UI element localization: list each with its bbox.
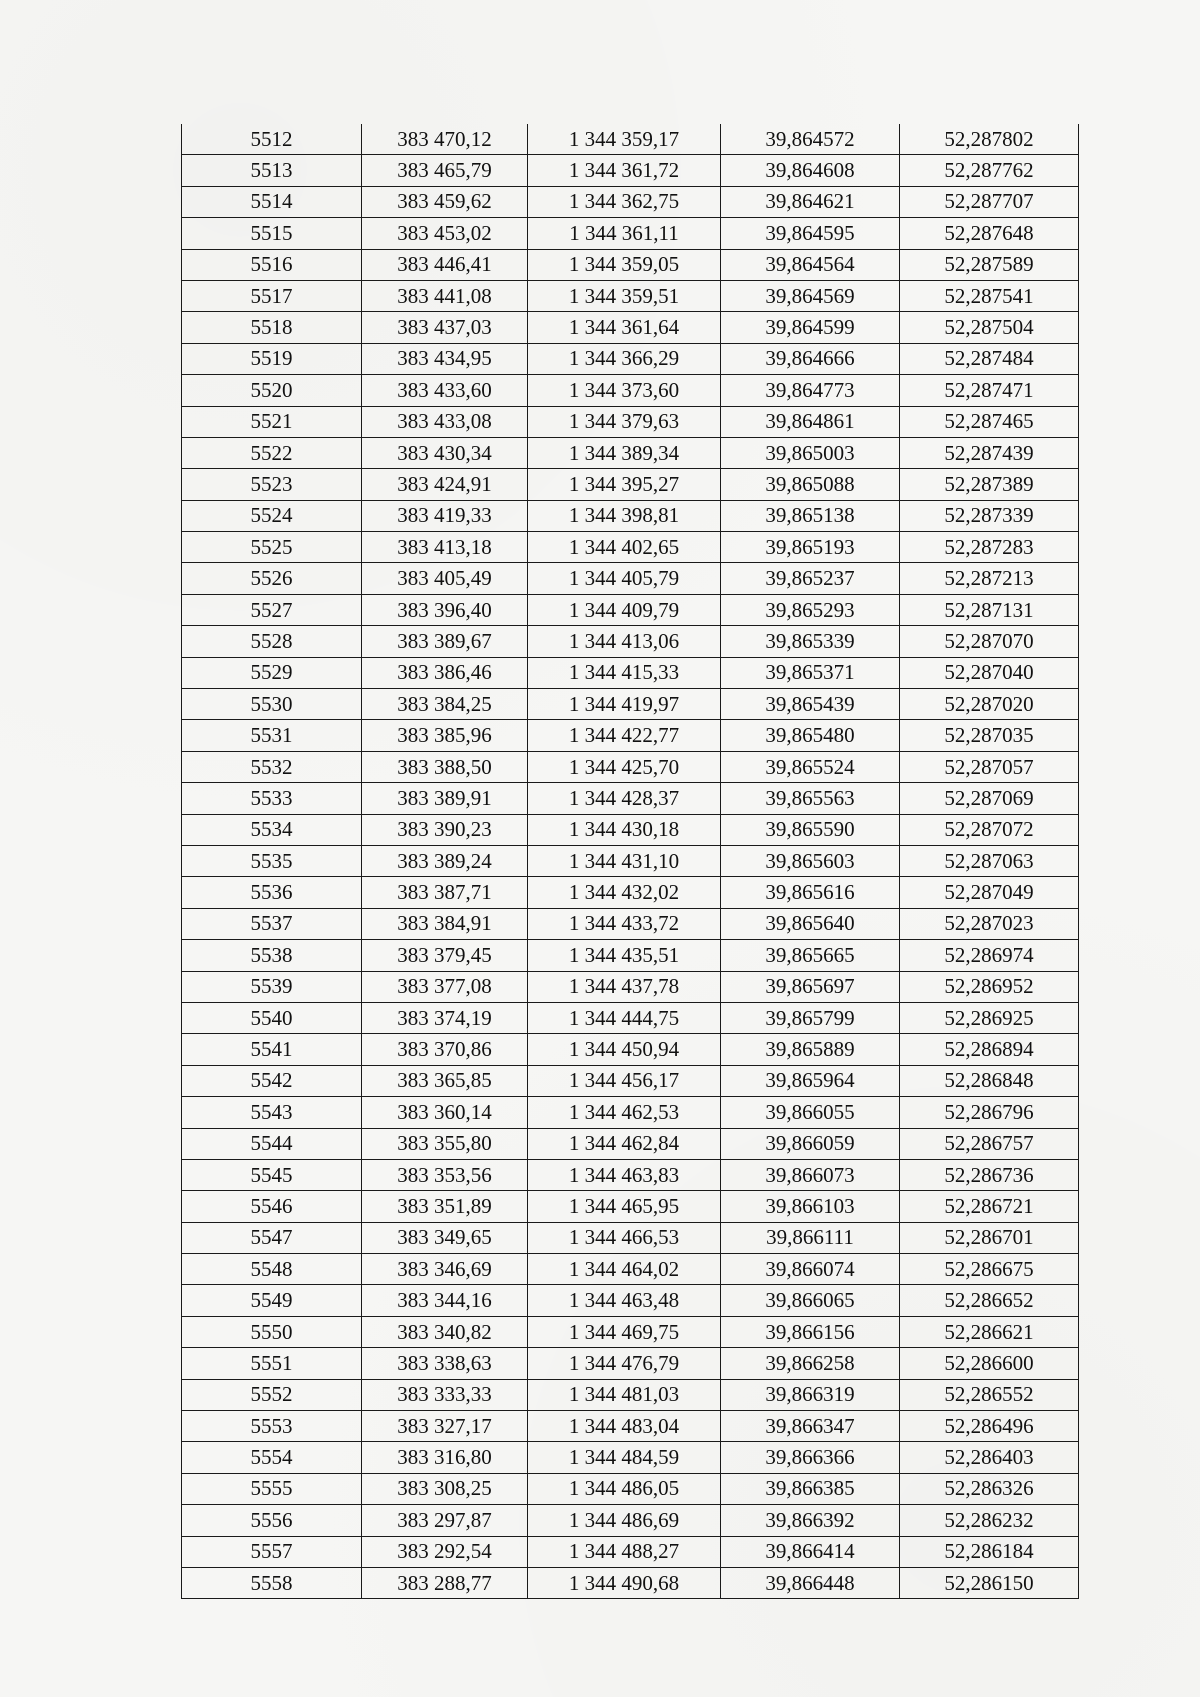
table-row — [182, 563, 1079, 594]
y-coordinate-cell: 1 344 415,33 — [528, 657, 721, 688]
longitude-cell: 39,865524 — [721, 751, 900, 782]
y-coordinate-cell: 1 344 463,48 — [528, 1285, 721, 1316]
point-number-cell: 5548 — [182, 1254, 362, 1285]
y-coordinate-cell: 1 344 463,83 — [528, 1159, 721, 1190]
point-number-cell: 5529 — [182, 657, 362, 688]
x-coordinate-cell: 383 365,85 — [362, 1065, 528, 1096]
point-number-cell: 5518 — [182, 312, 362, 343]
point-number-cell: 5533 — [182, 783, 362, 814]
latitude-cell: 52,286552 — [900, 1379, 1079, 1410]
point-number-cell: 5547 — [182, 1222, 362, 1253]
table-row — [182, 940, 1079, 971]
y-coordinate-cell: 1 344 379,63 — [528, 406, 721, 437]
latitude-cell: 52,287465 — [900, 406, 1079, 437]
table-row — [182, 1473, 1079, 1504]
point-number-cell: 5531 — [182, 720, 362, 751]
y-coordinate-cell: 1 344 362,75 — [528, 186, 721, 217]
latitude-cell: 52,287707 — [900, 186, 1079, 217]
point-number-cell: 5521 — [182, 406, 362, 437]
longitude-cell: 39,864564 — [721, 249, 900, 280]
point-number-cell: 5528 — [182, 626, 362, 657]
table-row — [182, 1222, 1079, 1253]
point-number-cell: 5522 — [182, 437, 362, 468]
point-number-cell: 5545 — [182, 1159, 362, 1190]
longitude-cell: 39,865590 — [721, 814, 900, 845]
point-number-cell: 5538 — [182, 940, 362, 971]
table-row — [182, 1065, 1079, 1096]
y-coordinate-cell: 1 344 405,79 — [528, 563, 721, 594]
table-row — [182, 814, 1079, 845]
y-coordinate-cell: 1 344 395,27 — [528, 469, 721, 500]
longitude-cell: 39,865138 — [721, 500, 900, 531]
latitude-cell: 52,286952 — [900, 971, 1079, 1002]
point-number-cell: 5544 — [182, 1128, 362, 1159]
table-row — [182, 626, 1079, 657]
table-row — [182, 1097, 1079, 1128]
latitude-cell: 52,286675 — [900, 1254, 1079, 1285]
longitude-cell: 39,866319 — [721, 1379, 900, 1410]
point-number-cell: 5517 — [182, 280, 362, 311]
table-row — [182, 877, 1079, 908]
latitude-cell: 52,286894 — [900, 1034, 1079, 1065]
y-coordinate-cell: 1 344 490,68 — [528, 1567, 721, 1598]
longitude-cell: 39,866448 — [721, 1567, 900, 1598]
table-row — [182, 186, 1079, 217]
latitude-cell: 52,286848 — [900, 1065, 1079, 1096]
table-row — [182, 1128, 1079, 1159]
table-row — [182, 280, 1079, 311]
table-row — [182, 375, 1079, 406]
point-number-cell: 5539 — [182, 971, 362, 1002]
table-row — [182, 1411, 1079, 1442]
table-row — [182, 249, 1079, 280]
latitude-cell: 52,287020 — [900, 689, 1079, 720]
x-coordinate-cell: 383 470,12 — [362, 124, 528, 155]
point-number-cell: 5556 — [182, 1505, 362, 1536]
longitude-cell: 39,864773 — [721, 375, 900, 406]
point-number-cell: 5549 — [182, 1285, 362, 1316]
latitude-cell: 52,287589 — [900, 249, 1079, 280]
point-number-cell: 5541 — [182, 1034, 362, 1065]
latitude-cell: 52,287070 — [900, 626, 1079, 657]
x-coordinate-cell: 383 308,25 — [362, 1473, 528, 1504]
longitude-cell: 39,866366 — [721, 1442, 900, 1473]
x-coordinate-cell: 383 384,25 — [362, 689, 528, 720]
point-number-cell: 5514 — [182, 186, 362, 217]
table-row — [182, 1379, 1079, 1410]
longitude-cell: 39,864599 — [721, 312, 900, 343]
latitude-cell: 52,286925 — [900, 1002, 1079, 1033]
y-coordinate-cell: 1 344 486,05 — [528, 1473, 721, 1504]
table-row — [182, 218, 1079, 249]
longitude-cell: 39,866103 — [721, 1191, 900, 1222]
x-coordinate-cell: 383 292,54 — [362, 1536, 528, 1567]
longitude-cell: 39,866392 — [721, 1505, 900, 1536]
x-coordinate-cell: 383 297,87 — [362, 1505, 528, 1536]
y-coordinate-cell: 1 344 419,97 — [528, 689, 721, 720]
y-coordinate-cell: 1 344 433,72 — [528, 908, 721, 939]
y-coordinate-cell: 1 344 483,04 — [528, 1411, 721, 1442]
point-number-cell: 5558 — [182, 1567, 362, 1598]
longitude-cell: 39,865003 — [721, 437, 900, 468]
x-coordinate-cell: 383 419,33 — [362, 500, 528, 531]
point-number-cell: 5550 — [182, 1316, 362, 1347]
x-coordinate-cell: 383 340,82 — [362, 1316, 528, 1347]
y-coordinate-cell: 1 344 431,10 — [528, 845, 721, 876]
x-coordinate-cell: 383 465,79 — [362, 155, 528, 186]
y-coordinate-cell: 1 344 359,05 — [528, 249, 721, 280]
x-coordinate-cell: 383 333,33 — [362, 1379, 528, 1410]
x-coordinate-cell: 383 389,24 — [362, 845, 528, 876]
longitude-cell: 39,864861 — [721, 406, 900, 437]
y-coordinate-cell: 1 344 486,69 — [528, 1505, 721, 1536]
coordinates-table-body — [182, 124, 1079, 1599]
y-coordinate-cell: 1 344 488,27 — [528, 1536, 721, 1567]
y-coordinate-cell: 1 344 402,65 — [528, 532, 721, 563]
table-row — [182, 594, 1079, 625]
longitude-cell: 39,865603 — [721, 845, 900, 876]
y-coordinate-cell: 1 344 464,02 — [528, 1254, 721, 1285]
longitude-cell: 39,865665 — [721, 940, 900, 971]
longitude-cell: 39,864666 — [721, 343, 900, 374]
point-number-cell: 5513 — [182, 155, 362, 186]
latitude-cell: 52,287213 — [900, 563, 1079, 594]
y-coordinate-cell: 1 344 361,64 — [528, 312, 721, 343]
x-coordinate-cell: 383 387,71 — [362, 877, 528, 908]
latitude-cell: 52,287283 — [900, 532, 1079, 563]
table-row — [182, 437, 1079, 468]
longitude-cell: 39,865439 — [721, 689, 900, 720]
latitude-cell: 52,287471 — [900, 375, 1079, 406]
latitude-cell: 52,286150 — [900, 1567, 1079, 1598]
longitude-cell: 39,866065 — [721, 1285, 900, 1316]
y-coordinate-cell: 1 344 425,70 — [528, 751, 721, 782]
y-coordinate-cell: 1 344 359,17 — [528, 124, 721, 155]
x-coordinate-cell: 383 338,63 — [362, 1348, 528, 1379]
x-coordinate-cell: 383 390,23 — [362, 814, 528, 845]
point-number-cell: 5540 — [182, 1002, 362, 1033]
x-coordinate-cell: 383 413,18 — [362, 532, 528, 563]
table-row — [182, 689, 1079, 720]
latitude-cell: 52,286621 — [900, 1316, 1079, 1347]
table-row — [182, 1442, 1079, 1473]
latitude-cell: 52,287057 — [900, 751, 1079, 782]
y-coordinate-cell: 1 344 361,72 — [528, 155, 721, 186]
table-row — [182, 971, 1079, 1002]
latitude-cell: 52,287339 — [900, 500, 1079, 531]
latitude-cell: 52,286184 — [900, 1536, 1079, 1567]
table-row — [182, 532, 1079, 563]
y-coordinate-cell: 1 344 422,77 — [528, 720, 721, 751]
x-coordinate-cell: 383 384,91 — [362, 908, 528, 939]
x-coordinate-cell: 383 386,46 — [362, 657, 528, 688]
x-coordinate-cell: 383 360,14 — [362, 1097, 528, 1128]
x-coordinate-cell: 383 351,89 — [362, 1191, 528, 1222]
point-number-cell: 5532 — [182, 751, 362, 782]
longitude-cell: 39,866055 — [721, 1097, 900, 1128]
latitude-cell: 52,287131 — [900, 594, 1079, 625]
y-coordinate-cell: 1 344 456,17 — [528, 1065, 721, 1096]
y-coordinate-cell: 1 344 450,94 — [528, 1034, 721, 1065]
x-coordinate-cell: 383 441,08 — [362, 280, 528, 311]
longitude-cell: 39,864569 — [721, 280, 900, 311]
latitude-cell: 52,287063 — [900, 845, 1079, 876]
latitude-cell: 52,286757 — [900, 1128, 1079, 1159]
latitude-cell: 52,287439 — [900, 437, 1079, 468]
point-number-cell: 5536 — [182, 877, 362, 908]
y-coordinate-cell: 1 344 476,79 — [528, 1348, 721, 1379]
longitude-cell: 39,865889 — [721, 1034, 900, 1065]
x-coordinate-cell: 383 430,34 — [362, 437, 528, 468]
point-number-cell: 5519 — [182, 343, 362, 374]
latitude-cell: 52,286600 — [900, 1348, 1079, 1379]
longitude-cell: 39,866347 — [721, 1411, 900, 1442]
x-coordinate-cell: 383 446,41 — [362, 249, 528, 280]
point-number-cell: 5537 — [182, 908, 362, 939]
coordinates-table — [181, 124, 1079, 1599]
x-coordinate-cell: 383 433,60 — [362, 375, 528, 406]
longitude-cell: 39,865371 — [721, 657, 900, 688]
y-coordinate-cell: 1 344 430,18 — [528, 814, 721, 845]
y-coordinate-cell: 1 344 398,81 — [528, 500, 721, 531]
latitude-cell: 52,287648 — [900, 218, 1079, 249]
latitude-cell: 52,287023 — [900, 908, 1079, 939]
y-coordinate-cell: 1 344 484,59 — [528, 1442, 721, 1473]
longitude-cell: 39,866258 — [721, 1348, 900, 1379]
point-number-cell: 5546 — [182, 1191, 362, 1222]
point-number-cell: 5527 — [182, 594, 362, 625]
x-coordinate-cell: 383 379,45 — [362, 940, 528, 971]
point-number-cell: 5551 — [182, 1348, 362, 1379]
latitude-cell: 52,287802 — [900, 124, 1079, 155]
longitude-cell: 39,865339 — [721, 626, 900, 657]
longitude-cell: 39,866059 — [721, 1128, 900, 1159]
x-coordinate-cell: 383 316,80 — [362, 1442, 528, 1473]
longitude-cell: 39,865193 — [721, 532, 900, 563]
latitude-cell: 52,287389 — [900, 469, 1079, 500]
y-coordinate-cell: 1 344 481,03 — [528, 1379, 721, 1410]
x-coordinate-cell: 383 346,69 — [362, 1254, 528, 1285]
y-coordinate-cell: 1 344 444,75 — [528, 1002, 721, 1033]
table-row — [182, 657, 1079, 688]
latitude-cell: 52,287762 — [900, 155, 1079, 186]
table-row — [182, 312, 1079, 343]
longitude-cell: 39,865964 — [721, 1065, 900, 1096]
latitude-cell: 52,287484 — [900, 343, 1079, 374]
x-coordinate-cell: 383 453,02 — [362, 218, 528, 249]
x-coordinate-cell: 383 385,96 — [362, 720, 528, 751]
y-coordinate-cell: 1 344 359,51 — [528, 280, 721, 311]
y-coordinate-cell: 1 344 466,53 — [528, 1222, 721, 1253]
y-coordinate-cell: 1 344 366,29 — [528, 343, 721, 374]
point-number-cell: 5512 — [182, 124, 362, 155]
x-coordinate-cell: 383 405,49 — [362, 563, 528, 594]
latitude-cell: 52,286796 — [900, 1097, 1079, 1128]
point-number-cell: 5526 — [182, 563, 362, 594]
point-number-cell: 5553 — [182, 1411, 362, 1442]
latitude-cell: 52,287072 — [900, 814, 1079, 845]
longitude-cell: 39,864595 — [721, 218, 900, 249]
y-coordinate-cell: 1 344 409,79 — [528, 594, 721, 625]
longitude-cell: 39,864572 — [721, 124, 900, 155]
longitude-cell: 39,865799 — [721, 1002, 900, 1033]
longitude-cell: 39,864608 — [721, 155, 900, 186]
table-row — [182, 1191, 1079, 1222]
longitude-cell: 39,866111 — [721, 1222, 900, 1253]
x-coordinate-cell: 383 353,56 — [362, 1159, 528, 1190]
x-coordinate-cell: 383 389,91 — [362, 783, 528, 814]
latitude-cell: 52,287049 — [900, 877, 1079, 908]
x-coordinate-cell: 383 377,08 — [362, 971, 528, 1002]
table-row — [182, 1034, 1079, 1065]
table-row — [182, 1254, 1079, 1285]
point-number-cell: 5555 — [182, 1473, 362, 1504]
point-number-cell: 5516 — [182, 249, 362, 280]
latitude-cell: 52,287541 — [900, 280, 1079, 311]
table-row — [182, 908, 1079, 939]
point-number-cell: 5524 — [182, 500, 362, 531]
table-row — [182, 783, 1079, 814]
table-row — [182, 1159, 1079, 1190]
x-coordinate-cell: 383 437,03 — [362, 312, 528, 343]
latitude-cell: 52,287504 — [900, 312, 1079, 343]
longitude-cell: 39,865697 — [721, 971, 900, 1002]
latitude-cell: 52,286496 — [900, 1411, 1079, 1442]
longitude-cell: 39,865563 — [721, 783, 900, 814]
table-row — [182, 500, 1079, 531]
longitude-cell: 39,866414 — [721, 1536, 900, 1567]
y-coordinate-cell: 1 344 413,06 — [528, 626, 721, 657]
point-number-cell: 5543 — [182, 1097, 362, 1128]
x-coordinate-cell: 383 389,67 — [362, 626, 528, 657]
x-coordinate-cell: 383 349,65 — [362, 1222, 528, 1253]
y-coordinate-cell: 1 344 389,34 — [528, 437, 721, 468]
longitude-cell: 39,865616 — [721, 877, 900, 908]
table-row — [182, 343, 1079, 374]
latitude-cell: 52,286974 — [900, 940, 1079, 971]
latitude-cell: 52,287035 — [900, 720, 1079, 751]
point-number-cell: 5534 — [182, 814, 362, 845]
longitude-cell: 39,865480 — [721, 720, 900, 751]
x-coordinate-cell: 383 370,86 — [362, 1034, 528, 1065]
latitude-cell: 52,286721 — [900, 1191, 1079, 1222]
latitude-cell: 52,286326 — [900, 1473, 1079, 1504]
latitude-cell: 52,286736 — [900, 1159, 1079, 1190]
longitude-cell: 39,865293 — [721, 594, 900, 625]
x-coordinate-cell: 383 433,08 — [362, 406, 528, 437]
longitude-cell: 39,866074 — [721, 1254, 900, 1285]
table-row — [182, 155, 1079, 186]
x-coordinate-cell: 383 327,17 — [362, 1411, 528, 1442]
y-coordinate-cell: 1 344 428,37 — [528, 783, 721, 814]
x-coordinate-cell: 383 434,95 — [362, 343, 528, 374]
y-coordinate-cell: 1 344 435,51 — [528, 940, 721, 971]
x-coordinate-cell: 383 424,91 — [362, 469, 528, 500]
y-coordinate-cell: 1 344 432,02 — [528, 877, 721, 908]
table-row — [182, 406, 1079, 437]
longitude-cell: 39,864621 — [721, 186, 900, 217]
point-number-cell: 5523 — [182, 469, 362, 500]
x-coordinate-cell: 383 388,50 — [362, 751, 528, 782]
longitude-cell: 39,866385 — [721, 1473, 900, 1504]
point-number-cell: 5554 — [182, 1442, 362, 1473]
x-coordinate-cell: 383 396,40 — [362, 594, 528, 625]
y-coordinate-cell: 1 344 361,11 — [528, 218, 721, 249]
table-row — [182, 1505, 1079, 1536]
table-row — [182, 1316, 1079, 1347]
y-coordinate-cell: 1 344 465,95 — [528, 1191, 721, 1222]
table-row — [182, 751, 1079, 782]
x-coordinate-cell: 383 288,77 — [362, 1567, 528, 1598]
x-coordinate-cell: 383 344,16 — [362, 1285, 528, 1316]
point-number-cell: 5530 — [182, 689, 362, 720]
latitude-cell: 52,286652 — [900, 1285, 1079, 1316]
longitude-cell: 39,866156 — [721, 1316, 900, 1347]
longitude-cell: 39,865088 — [721, 469, 900, 500]
table-row — [182, 720, 1079, 751]
point-number-cell: 5542 — [182, 1065, 362, 1096]
table-row — [182, 1285, 1079, 1316]
point-number-cell: 5557 — [182, 1536, 362, 1567]
point-number-cell: 5525 — [182, 532, 362, 563]
longitude-cell: 39,866073 — [721, 1159, 900, 1190]
y-coordinate-cell: 1 344 373,60 — [528, 375, 721, 406]
latitude-cell: 52,286701 — [900, 1222, 1079, 1253]
table-row — [182, 1536, 1079, 1567]
table-row — [182, 845, 1079, 876]
longitude-cell: 39,865237 — [721, 563, 900, 594]
longitude-cell: 39,865640 — [721, 908, 900, 939]
x-coordinate-cell: 383 459,62 — [362, 186, 528, 217]
point-number-cell: 5552 — [182, 1379, 362, 1410]
table-row — [182, 1567, 1079, 1598]
y-coordinate-cell: 1 344 437,78 — [528, 971, 721, 1002]
y-coordinate-cell: 1 344 462,53 — [528, 1097, 721, 1128]
latitude-cell: 52,287040 — [900, 657, 1079, 688]
latitude-cell: 52,286403 — [900, 1442, 1079, 1473]
point-number-cell: 5520 — [182, 375, 362, 406]
x-coordinate-cell: 383 355,80 — [362, 1128, 528, 1159]
latitude-cell: 52,287069 — [900, 783, 1079, 814]
table-row — [182, 1002, 1079, 1033]
x-coordinate-cell: 383 374,19 — [362, 1002, 528, 1033]
point-number-cell: 5535 — [182, 845, 362, 876]
y-coordinate-cell: 1 344 469,75 — [528, 1316, 721, 1347]
table-row — [182, 124, 1079, 155]
table-row — [182, 469, 1079, 500]
point-number-cell: 5515 — [182, 218, 362, 249]
latitude-cell: 52,286232 — [900, 1505, 1079, 1536]
table-row — [182, 1348, 1079, 1379]
y-coordinate-cell: 1 344 462,84 — [528, 1128, 721, 1159]
